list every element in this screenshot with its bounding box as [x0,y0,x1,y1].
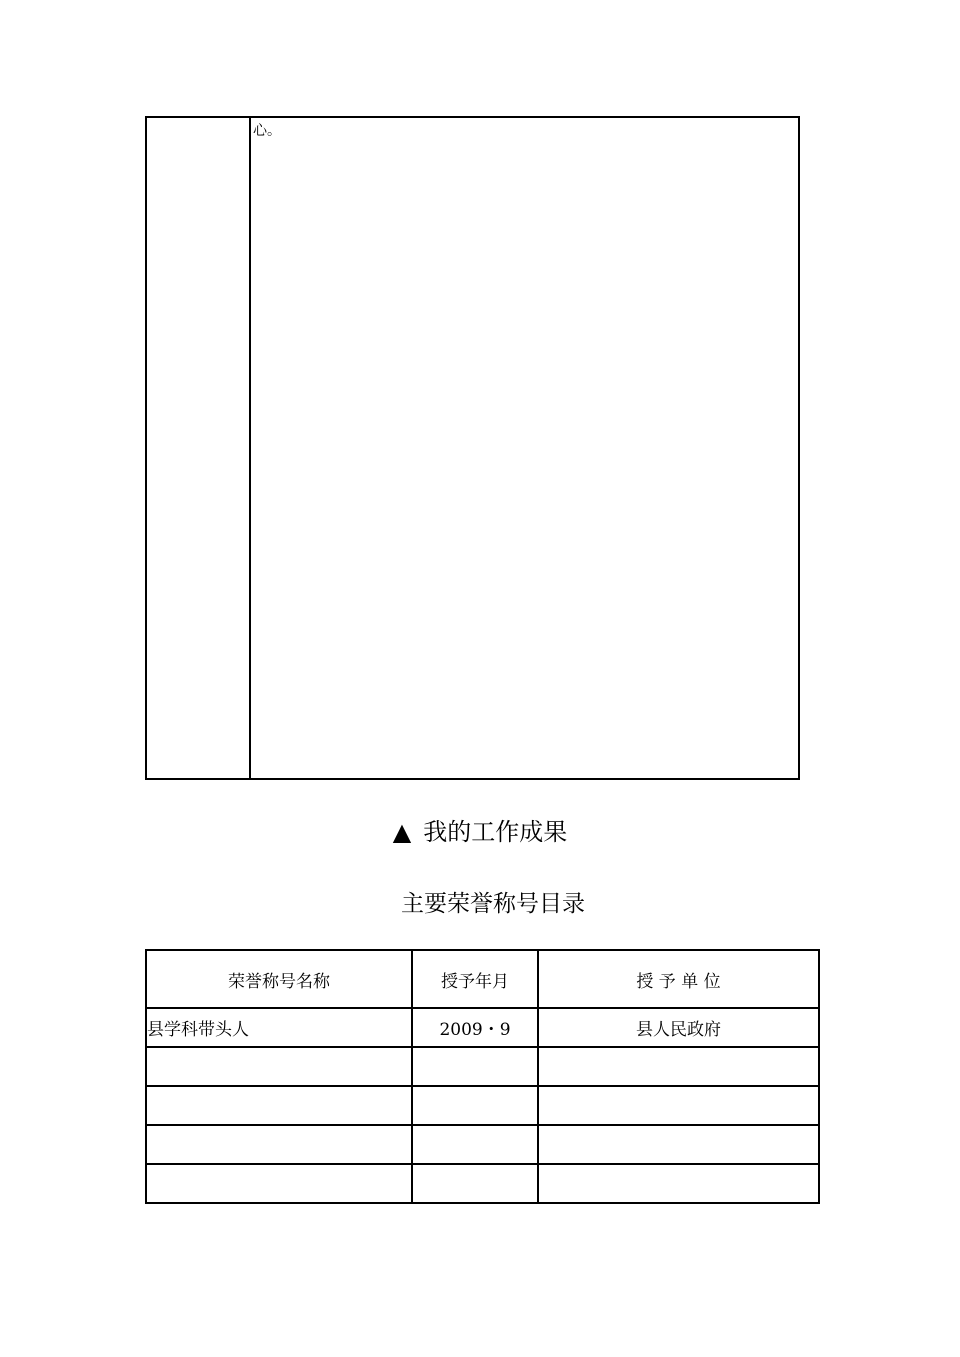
award-date-cell [412,1086,538,1125]
table-header-row [146,950,819,1008]
award-date-cell: 2009・9 [412,1008,538,1047]
honor-name-cell [146,1125,412,1164]
award-org-cell [538,1086,819,1125]
header-honor-name: 荣誉称号名称 [146,950,412,1008]
header-award-date: 授予年月 [412,950,538,1008]
column-divider [249,118,251,778]
table-row [146,1008,819,1047]
honor-name-cell [146,1047,412,1086]
honor-name-cell [146,1164,412,1203]
table-row [146,1164,819,1203]
continued-text: 心。 [253,123,281,139]
award-org-cell [538,1125,819,1164]
award-date-cell [412,1125,538,1164]
honor-name-cell [146,1086,412,1125]
table-row [146,1086,819,1125]
triangle-icon: ▲ [392,818,412,846]
section-heading-text: 我的工作成果 [423,818,568,846]
honors-list-title: 主要荣誉称号目录 [401,891,585,917]
award-org-cell [538,1047,819,1086]
section-heading [0,812,960,847]
award-date-cell [412,1047,538,1086]
continued-form-box [145,116,800,780]
award-org-cell: 县人民政府 [538,1008,819,1047]
honors-table [145,949,820,1204]
table-row [146,1125,819,1164]
table-row [146,1047,819,1086]
award-org-cell [538,1164,819,1203]
header-award-org: 授 予 单 位 [538,950,819,1008]
honor-name-cell: 县学科带头人 [146,1008,412,1047]
award-date-cell [412,1164,538,1203]
